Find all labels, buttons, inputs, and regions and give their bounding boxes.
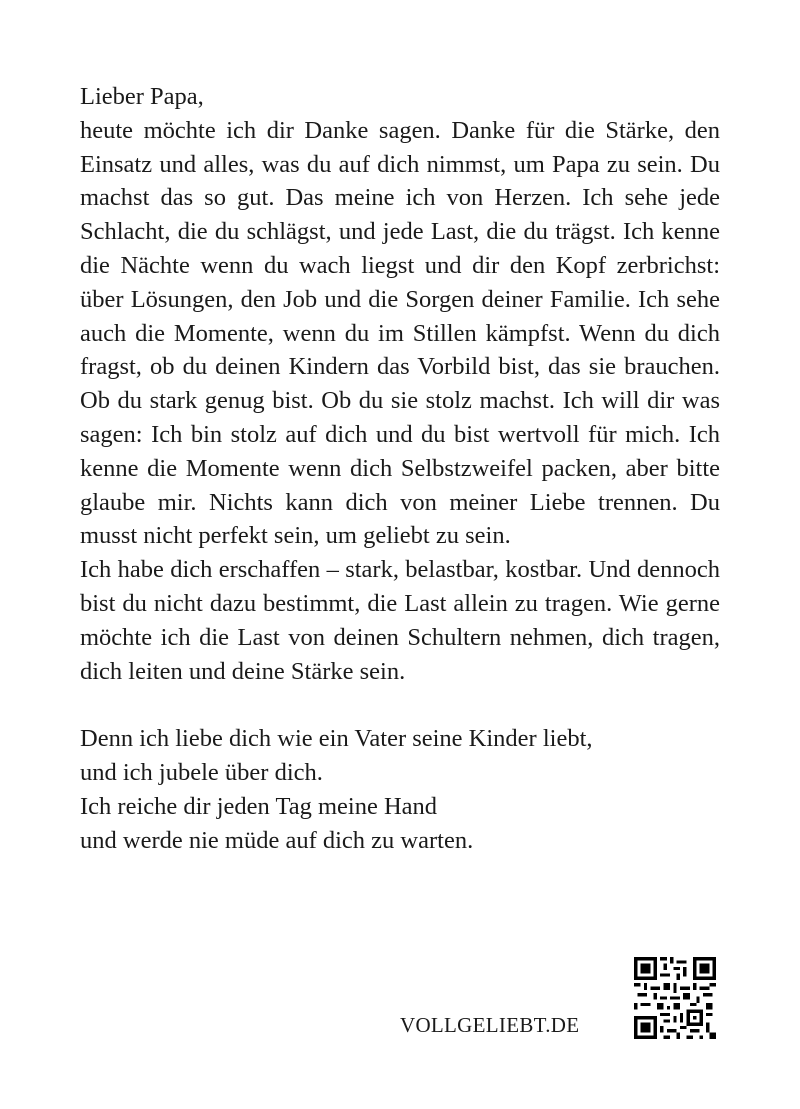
letter-body — [80, 80, 720, 858]
closing-line-1: Denn ich liebe dich wie ein Vater seine Kinder liebt, — [80, 725, 593, 753]
letter-paragraph-1: heute möchte ich dir Danke sagen. Danke für die Stärke, den Einsatz und alles, was du auf dich nimmst, um Papa zu sein. Du machst das so gut. Das meine ich von Herzen. Ich sehe jede Schlacht, die du schlägst, und jede Last, die du trägst. Ich kenne die Nächte wenn du wach liegst und dir den Kopf zerbrichst: über Lösungen, den Job und die Sorgen deiner Familie. Ich sehe auch die Momente, wenn du im Stillen kämpfst. Wenn du dich fragst, ob du deinen Kindern das Vorbild bist, das sie brauchen. Ob du stark genug bist. Ob du sie stolz machst. Ich will dir was sagen: Ich bin stolz auf dich und du bist wertvoll für mich. Ich kenne die Momente wenn dich Selbstzweifel packen, aber bitte glaube mir. Nichts kann dich von meiner Liebe trennen. Du musst nicht perfekt sein, um geliebt zu sein. — [80, 116, 720, 550]
closing-line-2: und ich jubele über dich. — [80, 759, 323, 787]
qr-code-icon[interactable] — [634, 957, 716, 1039]
closing-line-4: und werde nie müde auf dich zu warten. — [80, 826, 474, 854]
website-link[interactable]: VOLLGELIEBT.DE — [400, 1013, 580, 1037]
letter-greeting: Lieber Papa, — [80, 83, 204, 110]
letter-paragraph-2: Ich habe dich erschaffen – stark, belastbar, kostbar. Und dennoch bist du nicht dazu bestimmt, die Last allein zu tragen. Wie gerne möchte ich die Last von deinen Schultern nehmen, dich tragen, dich leiten und deine Stärke sein. — [80, 556, 720, 685]
letter-closing — [80, 722, 720, 857]
closing-line-3: Ich reiche dir jeden Tag meine Hand — [80, 792, 438, 820]
